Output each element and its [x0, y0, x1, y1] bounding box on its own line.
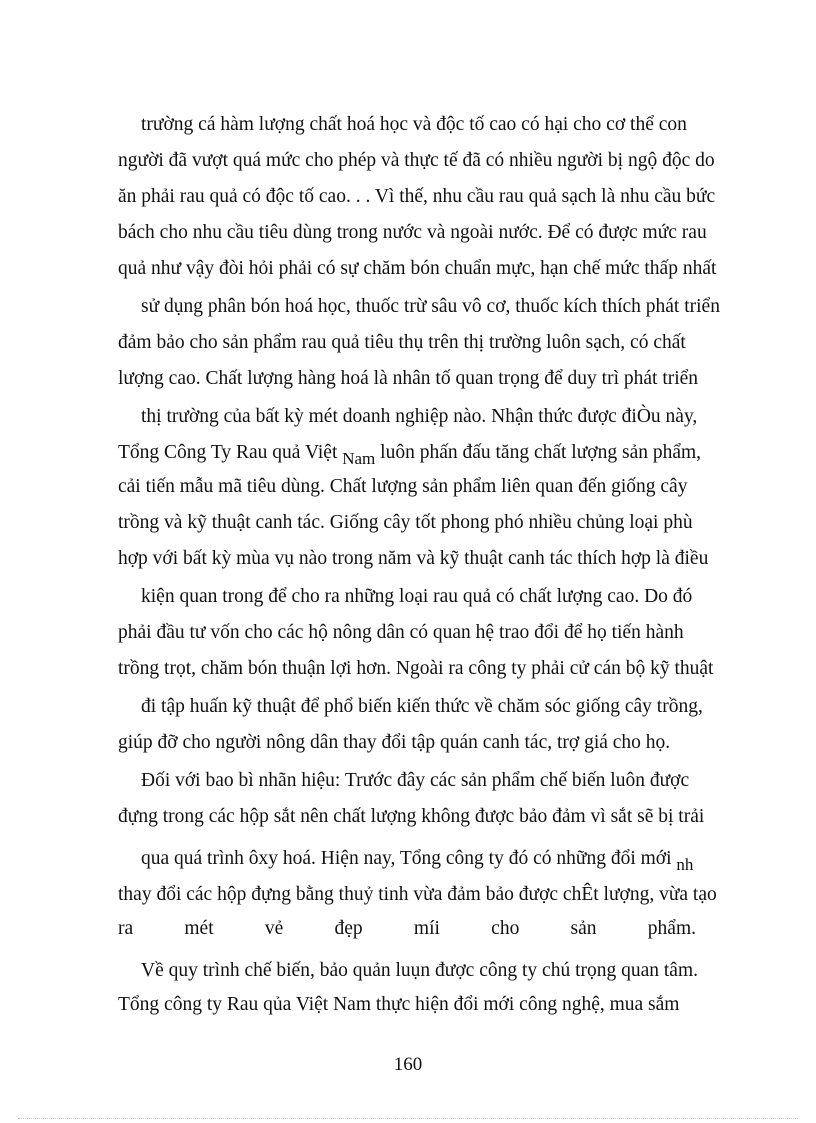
text-line: cải tiến mẫu mã tiêu dùng. Chất lượng sản phẩm liên quan đến giống cây — [118, 476, 688, 497]
text-line: người đã vượt quá mức cho phép và thực tế đã có nhiều người bị ngộ độc do — [118, 150, 715, 171]
text-line: sử dụng phân bón hoá học, thuốc trừ sâu vô cơ, thuốc kích thích phát triển — [141, 296, 720, 317]
text-line: trồng và kỹ thuật canh tác. Giống cây tốt phong phó nhiều chủng loại phù — [118, 512, 693, 533]
text-line: đảm bảo cho sản phẩm rau quả tiêu thụ trên thị trường luôn sạch, có chất — [118, 332, 686, 353]
text-line: Tổng công ty Rau qủa Việt Nam thực hiện đổi mới công nghệ, mua sắm — [118, 994, 680, 1015]
text-segment: qua quá trình ôxy hoá. Hiện nay, Tổng công ty đó có những đổi mới — [141, 848, 672, 869]
footer-divider — [18, 1118, 798, 1119]
text-line: thị trường của bất kỳ mét doanh nghiệp nào. Nhận thức được điÒu này, — [141, 406, 698, 427]
text-segment-lowered: Nam — [342, 449, 376, 468]
text-line — [141, 846, 693, 872]
text-line: thay đổi các hộp đựng bằng thuỷ tinh vừa đảm bảo được chÊt lượng, vừa tạo — [118, 884, 717, 905]
text-line: Đối với bao bì nhãn hiệu: Trước đây các sản phẩm chế biến luôn được — [141, 770, 690, 791]
text-segment: luôn phấn đấu tăng chất lượng sản phẩm, — [380, 442, 702, 463]
text-line: đi tập huấn kỹ thuật để phổ biến kiến thức về chăm sóc giống cây trồng, — [141, 696, 703, 717]
text-line: ra mét vẻ đẹp míi cho sản phẩm. — [118, 918, 696, 939]
text-line: phải đầu tư vốn cho các hộ nông dân có quan hệ trao đổi để họ tiến hành — [118, 622, 684, 643]
page-number: 160 — [393, 1054, 423, 1075]
text-segment: Tổng Công Ty Rau quả Việt — [118, 442, 338, 463]
text-line: trồng trọt, chăm bón thuận lợi hơn. Ngoài ra công ty phải cử cán bộ kỹ thuật — [118, 658, 714, 679]
text-line: hợp với bất kỳ mùa vụ nào trong năm và kỹ thuật canh tác thích hợp là điều — [118, 548, 709, 569]
text-segment-lowered: nh — [676, 855, 694, 874]
text-line: lượng cao. Chất lượng hàng hoá là nhân tố quan trọng để duy trì phát triển — [118, 368, 699, 389]
text-line: Về quy trình chế biến, bảo quản luụn được công ty chú trọng quan tâm. — [141, 960, 698, 981]
text-line: đựng trong các hộp sắt nên chất lượng không được bảo đảm vì sắt sẽ bị trải — [118, 806, 705, 827]
text-line: quả như vậy đòi hỏi phải có sự chăm bón chuẩn mực, hạn chế mức thấp nhất — [118, 258, 717, 279]
text-line: ăn phải rau quả có độc tố cao. . . Vì thế, nhu cầu rau quả sạch là nhu cầu bức — [118, 186, 716, 207]
text-line: bách cho nhu cầu tiêu dùng trong nước và ngoài nước. Để có được mức rau — [118, 222, 707, 243]
text-line — [118, 440, 701, 466]
text-line: trường cá hàm lượng chất hoá học và độc tố cao có hại cho cơ thể con — [141, 114, 687, 135]
text-line: giúp đỡ cho người nông dân thay đổi tập quán canh tác, trợ giá cho họ. — [118, 732, 671, 753]
text-line: kiện quan trong để cho ra những loại rau quả có chất lượng cao. Do đó — [141, 586, 693, 607]
